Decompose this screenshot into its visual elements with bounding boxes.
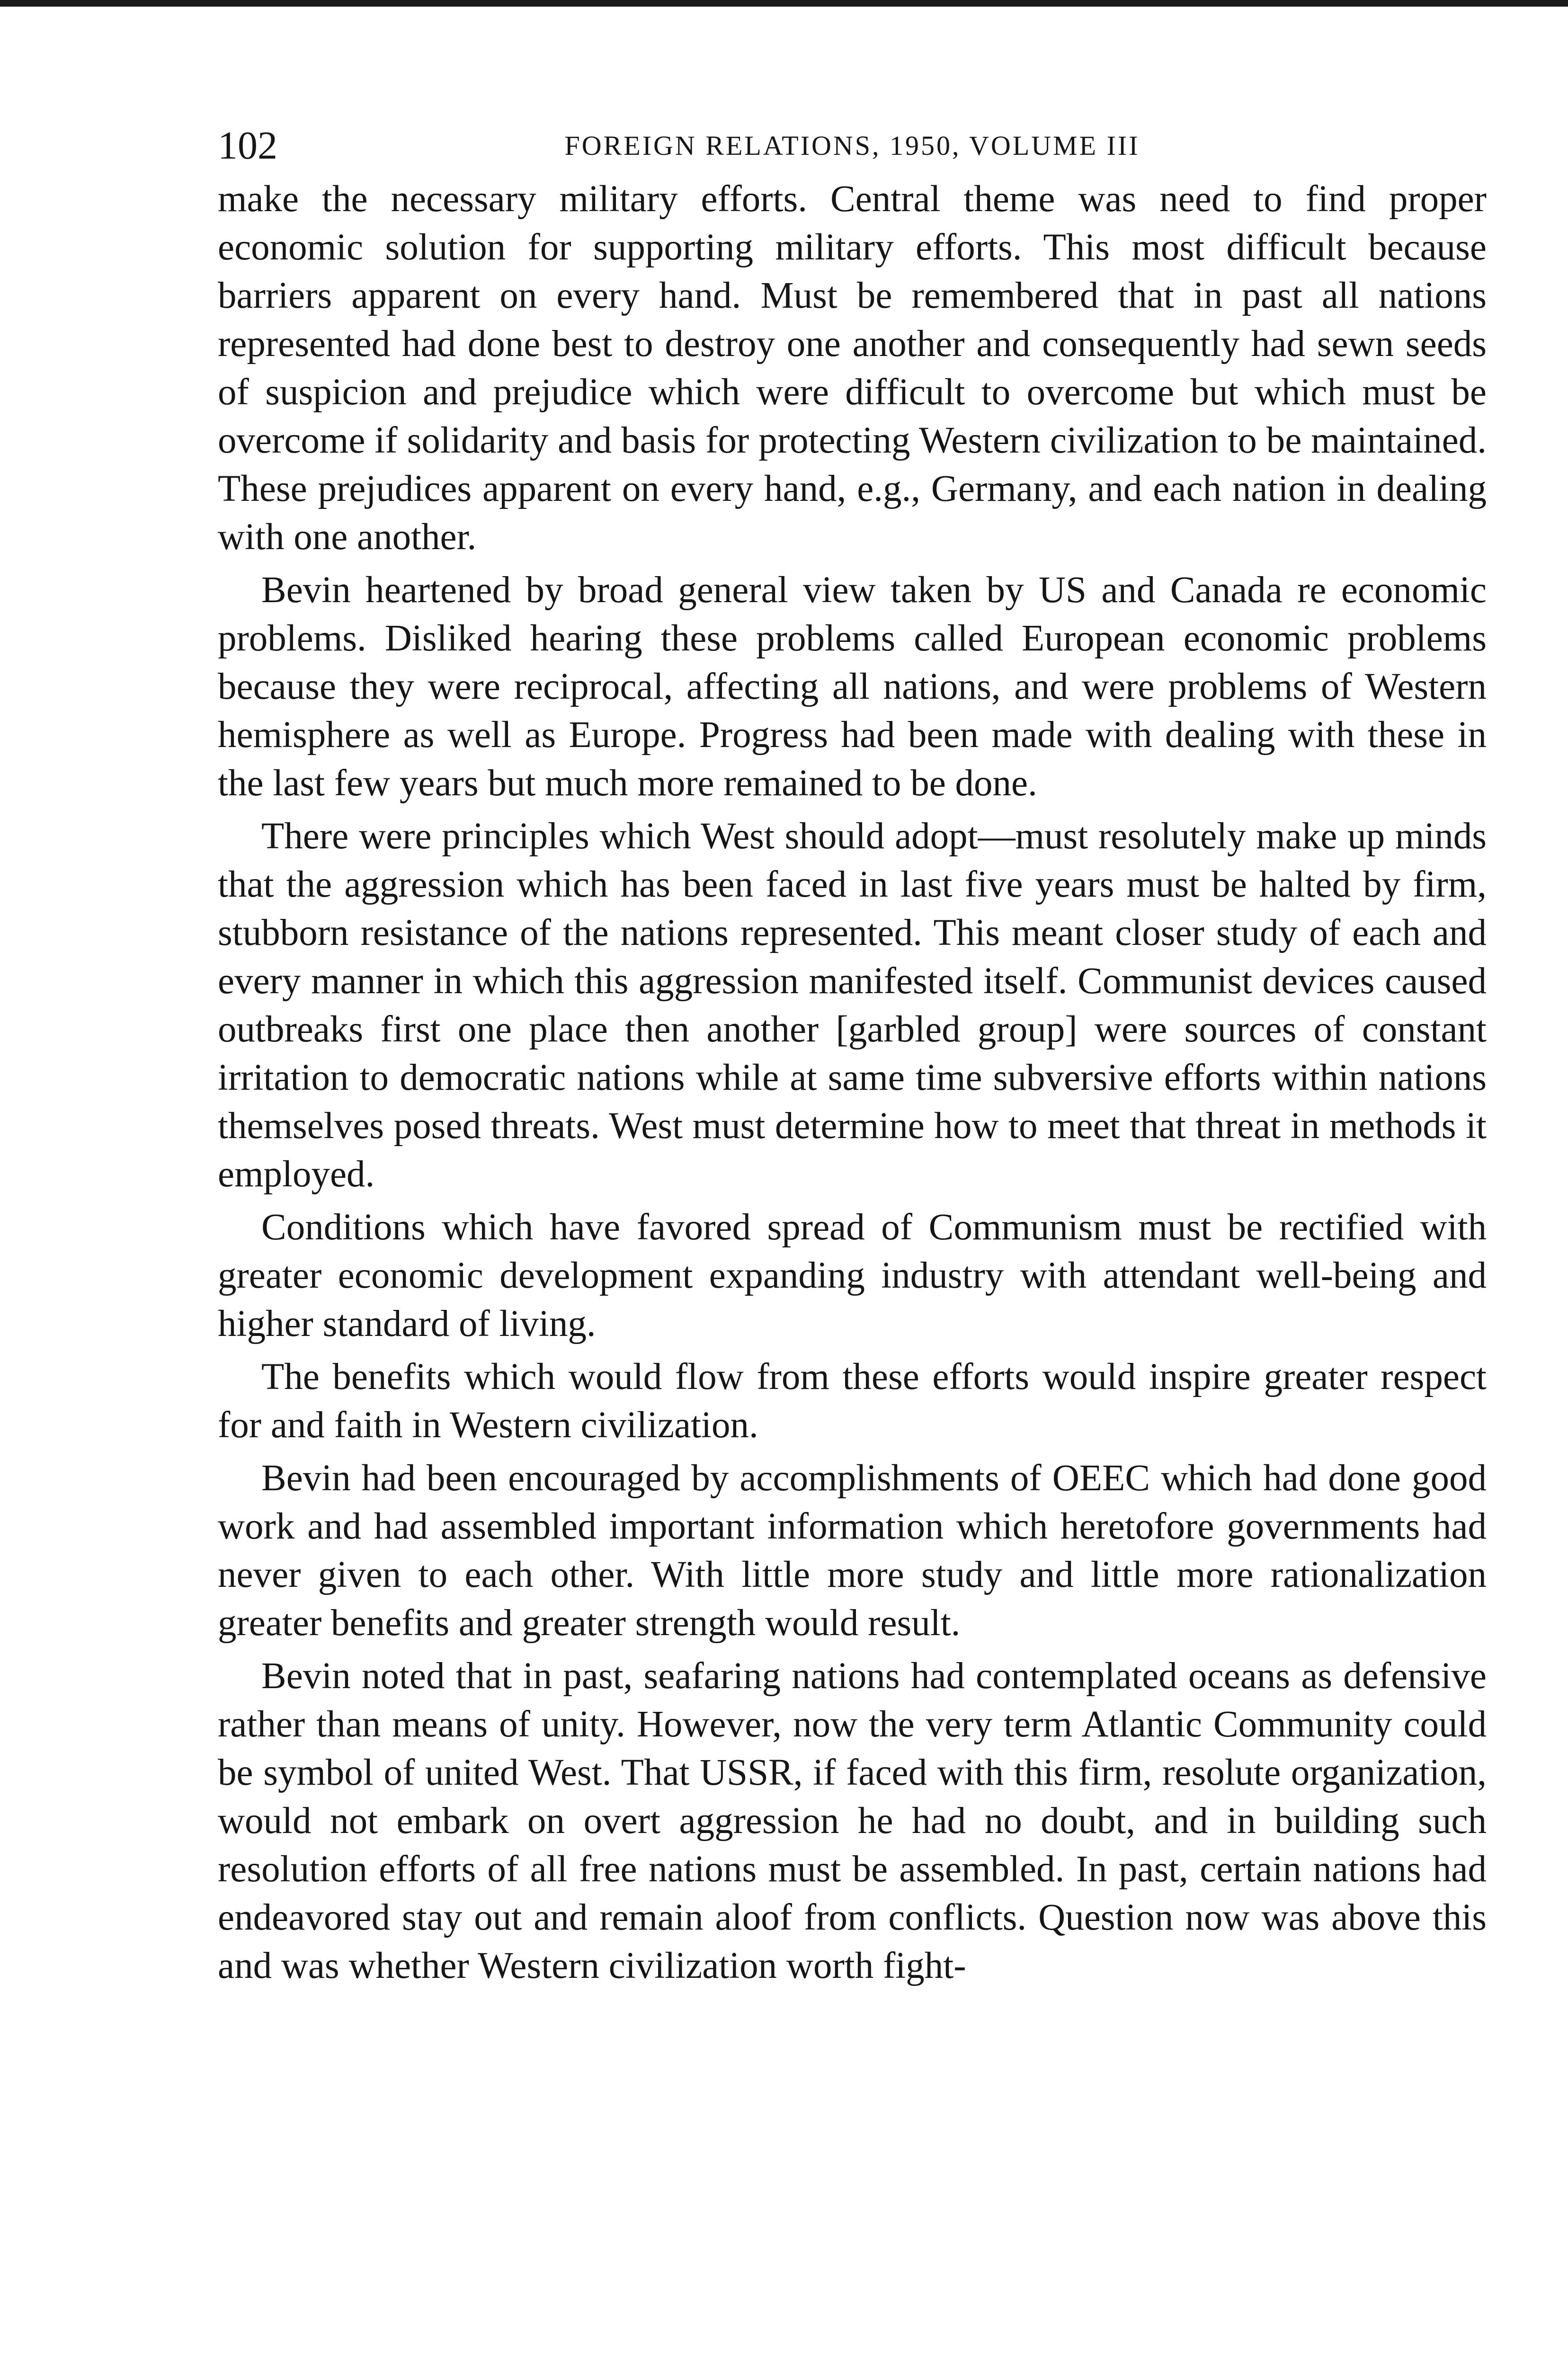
running-title: FOREIGN RELATIONS, 1950, VOLUME III [564,130,1140,161]
scan-edge [0,0,1568,7]
paragraph-continuation: make the necessary military efforts. Central theme was need to find proper economic solution for supporting military efforts. This most difficult because barriers apparent on every hand. Must be remembered that in past all nations represented had done best to destroy one another and consequently had sewn seeds of suspicion and prejudice which were difficult to overcome but which must be overcome if solidarity and basis for protecting Western civilization to be maintained. These prejudices apparent on every hand, e.g., Germany, and each nation in dealing with one another. [218,178,1487,558]
paragraph-atlantic-community: Bevin noted that in past, seafaring nations had contemplated oceans as defensive rather than means of unity. However, now the very term Atlantic Community could be symbol of united West. That USSR, if faced with this firm, resolute organization, would not embark on overt aggression he had no doubt, and in building such resolution efforts of all free nations must be assembled. In past, certain nations had endeavored stay out and remain aloof from conflicts. Question now was above this and was whether Western civilization worth fight- [218,1655,1487,1986]
paragraph-principles: There were principles which West should adopt—must resolutely make up minds that the aggression which has been faced in last five years must be halted by firm, stubborn resistance of the nations represented. This meant closer study of each and every manner in which this aggression manifested itself. Communist devices caused outbreaks first one place then another [garbled group] were sources of constant irritation to democratic nations while at same time subversive efforts within nations themselves posed threats. West must determine how to meet that threat in methods it employed. [218,816,1487,1195]
body-text [218,175,1487,1990]
paragraph-conditions: Conditions which have favored spread of Communism must be rectified with greater economic development expanding industry with attendant well-being and higher standard of living. [218,1207,1487,1344]
document-page [218,118,1487,1995]
paragraph-benefits: The benefits which would flow from these efforts would inspire greater respect for and faith in Western civilization. [218,1356,1487,1446]
running-head [218,118,1487,175]
page-number: 102 [218,124,277,168]
paragraph-economic-problems: Bevin heartened by broad general view taken by US and Canada re economic problems. Disliked hearing these problems called European economic problems because they were reciprocal, affecting all nations, and were problems of Western hemisphere as well as Europe. Progress had been made with dealing with these in the last few years but much more remained to be done. [218,570,1487,804]
paragraph-oeec: Bevin had been encouraged by accomplishments of OEEC which had done good work and had assembled important information which heretofore governments had never given to each other. With little more study and little more rationalization greater benefits and greater strength would result. [218,1458,1487,1644]
